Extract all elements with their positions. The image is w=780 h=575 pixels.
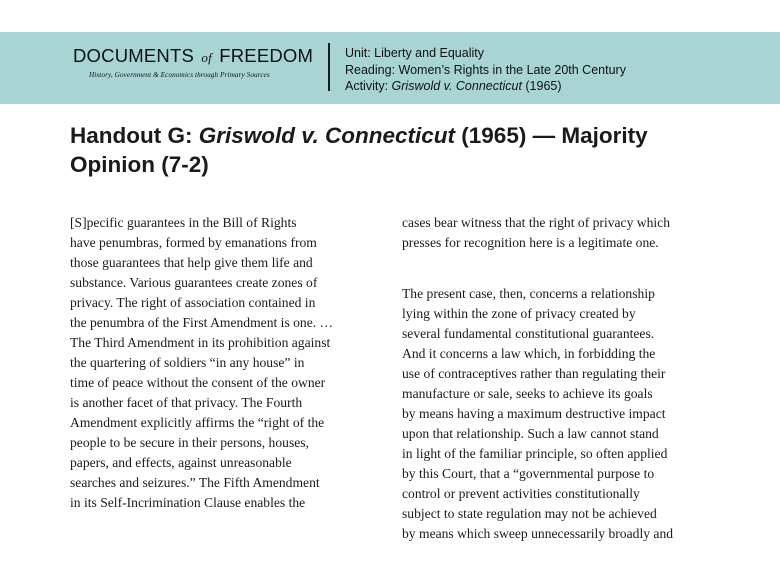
brand-title-right: FREEDOM	[219, 45, 314, 66]
activity-year: (1965)	[521, 79, 562, 93]
activity-case: Griswold v. Connecticut	[391, 79, 522, 93]
left-paragraph: [S]pecific guarantees in the Bill of Rights have penumbras, formed by emanations from those guarantees that help give them life and substance. Various guarantees create zones of privacy. The right of association contained in the penumbra of the First Amendment is one. … The Third Amendment in its prohibition against the quartering of soldiers “in any house” in time of peace without the consent of the owner is another facet of that privacy. The Fourth Amendment explicitly affirms the “right of the people to be secure in their persons, houses, papers, and effects, against unreasonable searches and seizures.” The Fifth Amendment in its Self-Incrimination Clause enables the	[70, 215, 334, 510]
header-banner	[0, 32, 780, 104]
right-paragraph-1: cases bear witness that the right of privacy which presses for recognition here is a legitimate one.	[402, 215, 671, 250]
brand-title	[73, 45, 323, 69]
page-title	[70, 121, 710, 179]
activity-line	[345, 78, 626, 95]
title-suffix: (1965) — Majority Opinion (7-2)	[70, 123, 648, 177]
brand-title-of: of	[201, 50, 212, 65]
reading-line: Reading: Women’s Rights in the Late 20th Century	[345, 62, 626, 77]
body-column-right	[402, 193, 722, 575]
title-prefix: Handout G:	[70, 123, 199, 148]
title-case: Griswold v. Connecticut	[198, 123, 456, 148]
body-column-left	[70, 193, 370, 544]
brand-subtitle: History, Government & Economics through Primary Sources	[89, 71, 270, 79]
lesson-meta	[345, 45, 626, 95]
top-margin	[0, 0, 780, 32]
brand-title-left: DOCUMENTS	[73, 45, 195, 66]
brand-logo	[73, 45, 323, 79]
activity-prefix: Activity:	[345, 79, 392, 93]
unit-line: Unit: Liberty and Equality	[345, 46, 484, 60]
right-paragraph-2: The present case, then, concerns a relationship lying within the zone of privacy created by several fundamental constitutional guarantees. And it concerns a law which, in forbidding the use of contraceptives rather than regulating their manufacture or sale, seeks to achieve its goals by means having a maximum destructive impact upon that relationship. Such a law cannot stand in light of the familiar principle, so often applied by this Court, that a “governmental purpose to control or prevent activities constitutionally subject to state regulation may not be achieved by means which sweep unnecessarily broadly and	[402, 286, 674, 541]
header-divider	[328, 43, 330, 91]
